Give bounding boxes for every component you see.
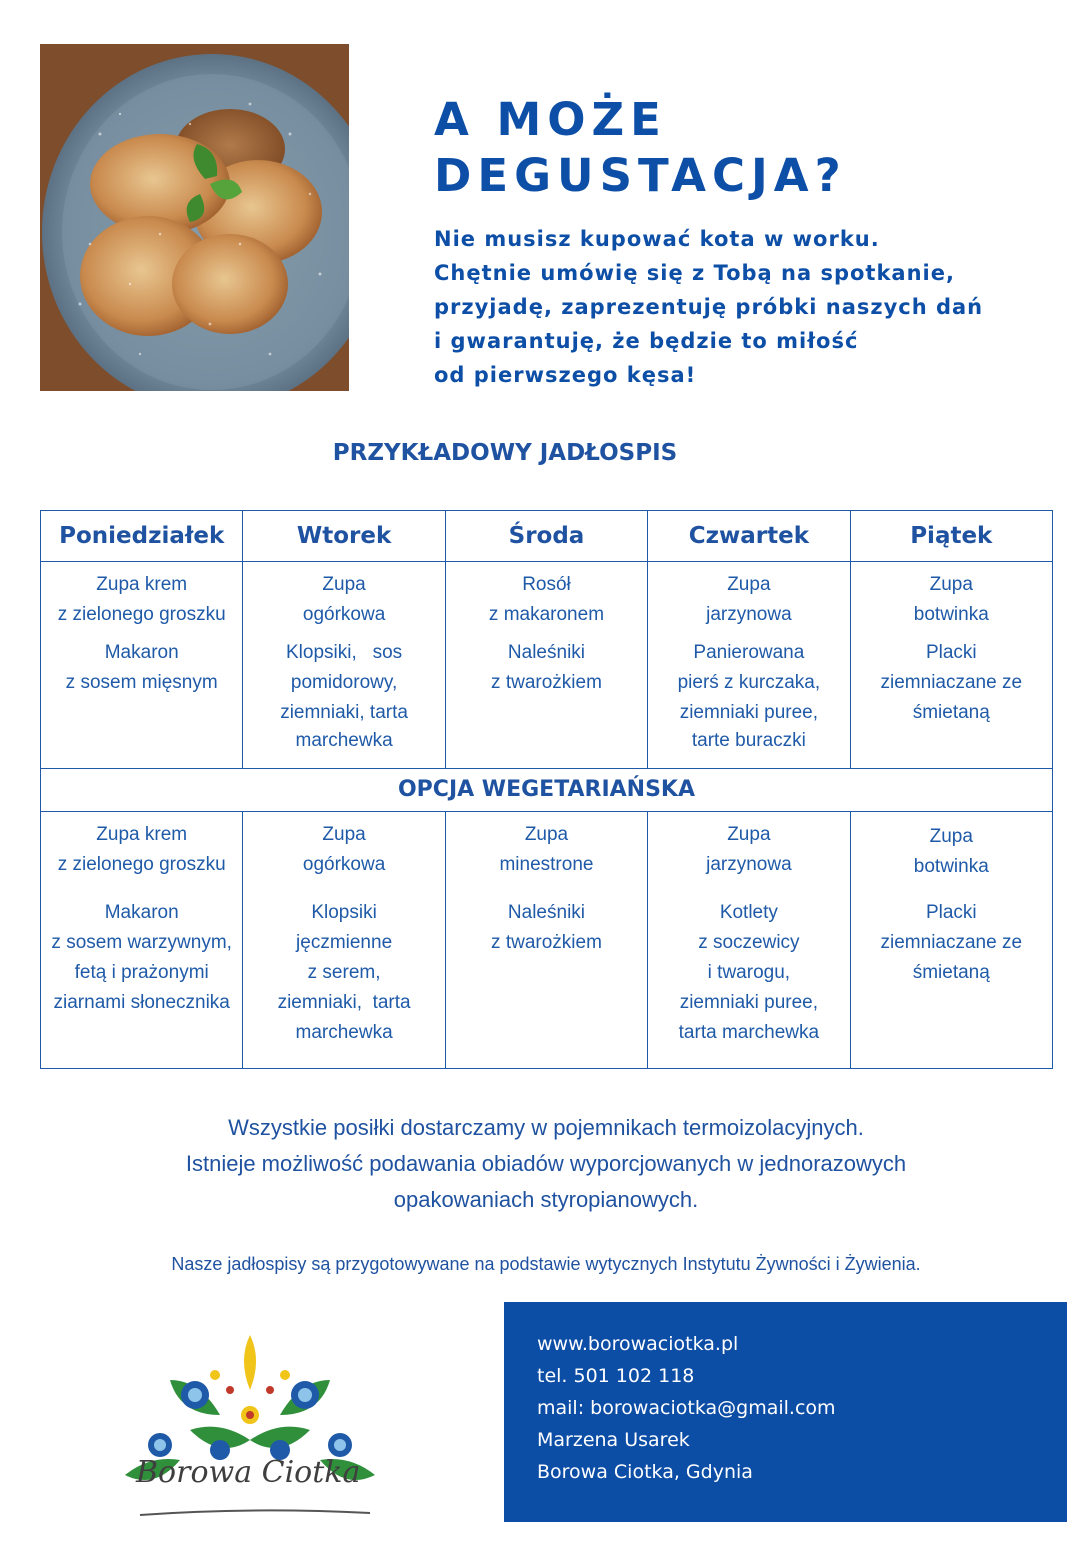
main-line: Klopsiki, sos xyxy=(286,642,403,663)
headline-line: A MOŻE xyxy=(434,93,667,146)
main-line: pierś z kurczaka, xyxy=(677,672,821,693)
note-line: Istnieje możliwość podawania obiadów wyporcjowanych w jednorazowych xyxy=(185,1151,907,1176)
phone-number: tel. 501 102 118 xyxy=(537,1365,695,1387)
soup-line: Zupa xyxy=(322,824,366,845)
main-line: śmietaną xyxy=(912,702,990,723)
main-line: ziemniaki, tarta xyxy=(277,992,411,1013)
main-line: Naleśniki xyxy=(507,902,586,923)
soup-line: jarzynowa xyxy=(706,604,792,625)
main-line: z twarożkiem xyxy=(491,672,602,693)
note-line: Wszystkie posiłki dostarczamy w pojemnikach termoizolacyjnych. xyxy=(228,1115,864,1140)
headline xyxy=(434,92,1054,204)
main-line: z twarożkiem xyxy=(491,932,602,953)
soup-line: Zupa xyxy=(524,824,569,845)
main-line: jęczmienne xyxy=(296,932,393,953)
main-line: ziemniaczane ze xyxy=(880,672,1023,693)
intro-line: Nie musisz kupować kota w worku. xyxy=(434,227,880,251)
website-link[interactable]: www.borowaciotka.pl xyxy=(537,1333,739,1355)
main-line: i twarogu, xyxy=(707,962,791,983)
menu-header-row xyxy=(41,511,1053,562)
soup-line: z zielonego groszku xyxy=(57,854,226,875)
email-address[interactable]: mail: borowaciotka@gmail.com xyxy=(537,1397,836,1419)
main-line: fetą i prażonymi xyxy=(74,962,209,983)
main-line: Placki xyxy=(925,642,977,663)
soup-line: ogórkowa xyxy=(302,604,386,625)
veg-cell-friday xyxy=(850,812,1052,1069)
main-line: ziarnami słonecznika xyxy=(53,992,230,1013)
contact-box xyxy=(504,1302,1067,1522)
main-line: z sosem warzywnym, xyxy=(51,932,232,953)
main-line: Klopsiki xyxy=(311,902,377,923)
main-line: pomidorowy, xyxy=(290,672,398,693)
soup-line: botwinka xyxy=(913,856,989,877)
day-header-wednesday: Środa xyxy=(445,511,647,562)
main-line: marchewka xyxy=(295,1022,393,1043)
nutrition-note: Nasze jadłospisy są przygotowywane na podstawie wytycznych Instytutu Żywności i Żywienia. xyxy=(171,1254,921,1274)
main-line: z serem, xyxy=(307,962,381,983)
headline-line: DEGUSTACJA? xyxy=(434,149,847,202)
menu-cell-thursday xyxy=(648,562,850,769)
main-line: z soczewicy xyxy=(698,932,800,953)
main-line: ziemniaki puree, xyxy=(679,992,819,1013)
vegetarian-section-row xyxy=(41,769,1053,812)
main-line: ziemniaczane ze xyxy=(880,932,1023,953)
soup-line: botwinka xyxy=(913,604,989,625)
main-line: śmietaną xyxy=(912,962,990,983)
menu-table xyxy=(40,510,1053,1069)
soup-line: z zielonego groszku xyxy=(57,604,226,625)
veg-cell-thursday xyxy=(648,812,850,1069)
main-line: tarta marchewka xyxy=(678,1022,820,1043)
vegetarian-title: OPCJA WEGETARIAŃSKA xyxy=(41,769,1053,812)
soup-line: ogórkowa xyxy=(302,854,386,875)
main-line: Makaron xyxy=(104,642,179,663)
main-line: tarte buraczki xyxy=(691,730,806,751)
menu-cell-tuesday xyxy=(243,562,445,769)
veg-cell-monday xyxy=(41,812,243,1069)
menu-cell-wednesday xyxy=(445,562,647,769)
menu-title: PRZYKŁADOWY JADŁOSPIS xyxy=(332,440,678,466)
soup-line: minestrone xyxy=(499,854,594,875)
intro-line: i gwarantuję, że będzie to miłość xyxy=(434,329,859,353)
intro-line: od pierwszego kęsa! xyxy=(434,363,697,387)
veg-cell-tuesday xyxy=(243,812,445,1069)
borowa-ciotka-logo xyxy=(100,1320,400,1530)
soup-line: jarzynowa xyxy=(706,854,792,875)
soup-line: Zupa xyxy=(727,574,771,595)
vegetarian-menu-row xyxy=(41,812,1053,1069)
main-line: Naleśniki xyxy=(507,642,586,663)
menu-cell-friday xyxy=(850,562,1052,769)
menu-cell-monday xyxy=(41,562,243,769)
soup-line: Zupa krem xyxy=(96,824,188,845)
soup-line: Zupa xyxy=(322,574,366,595)
pancakes-illustration xyxy=(40,44,349,391)
folk-flower-ornament xyxy=(100,1320,400,1530)
main-line: Panierowana xyxy=(693,642,805,663)
intro-text xyxy=(434,222,1054,392)
soup-line: Zupa xyxy=(929,574,973,595)
intro-line: przyjadę, zaprezentuję próbki naszych dań xyxy=(434,295,984,319)
main-line: z sosem mięsnym xyxy=(65,672,218,693)
main-line: marchewka xyxy=(295,730,393,751)
day-header-monday: Poniedziałek xyxy=(41,511,243,562)
standard-menu-row xyxy=(41,562,1053,769)
note-line: opakowaniach styropianowych. xyxy=(393,1187,699,1212)
main-line: ziemniaki puree, xyxy=(679,702,819,723)
veg-cell-wednesday xyxy=(445,812,647,1069)
delivery-notes xyxy=(0,1110,1092,1218)
main-line: Kotlety xyxy=(719,902,778,923)
main-line: Makaron xyxy=(104,902,179,923)
day-header-tuesday: Wtorek xyxy=(243,511,445,562)
soup-line: Rosół xyxy=(522,574,571,595)
soup-line: z makaronem xyxy=(488,604,605,625)
company-name: Borowa Ciotka, Gdynia xyxy=(537,1461,753,1483)
main-line: Placki xyxy=(925,902,977,923)
pancakes-photo xyxy=(40,44,349,391)
intro-line: Chętnie umówię się z Tobą na spotkanie, xyxy=(434,261,955,285)
contact-person: Marzena Usarek xyxy=(537,1429,690,1451)
day-header-friday: Piątek xyxy=(850,511,1052,562)
day-header-thursday: Czwartek xyxy=(648,511,850,562)
logo-text: Borowa Ciotka xyxy=(136,1455,361,1490)
main-line: ziemniaki, tarta xyxy=(280,702,408,723)
soup-line: Zupa xyxy=(727,824,771,845)
soup-line: Zupa krem xyxy=(96,574,188,595)
soup-line: Zupa xyxy=(929,826,973,847)
